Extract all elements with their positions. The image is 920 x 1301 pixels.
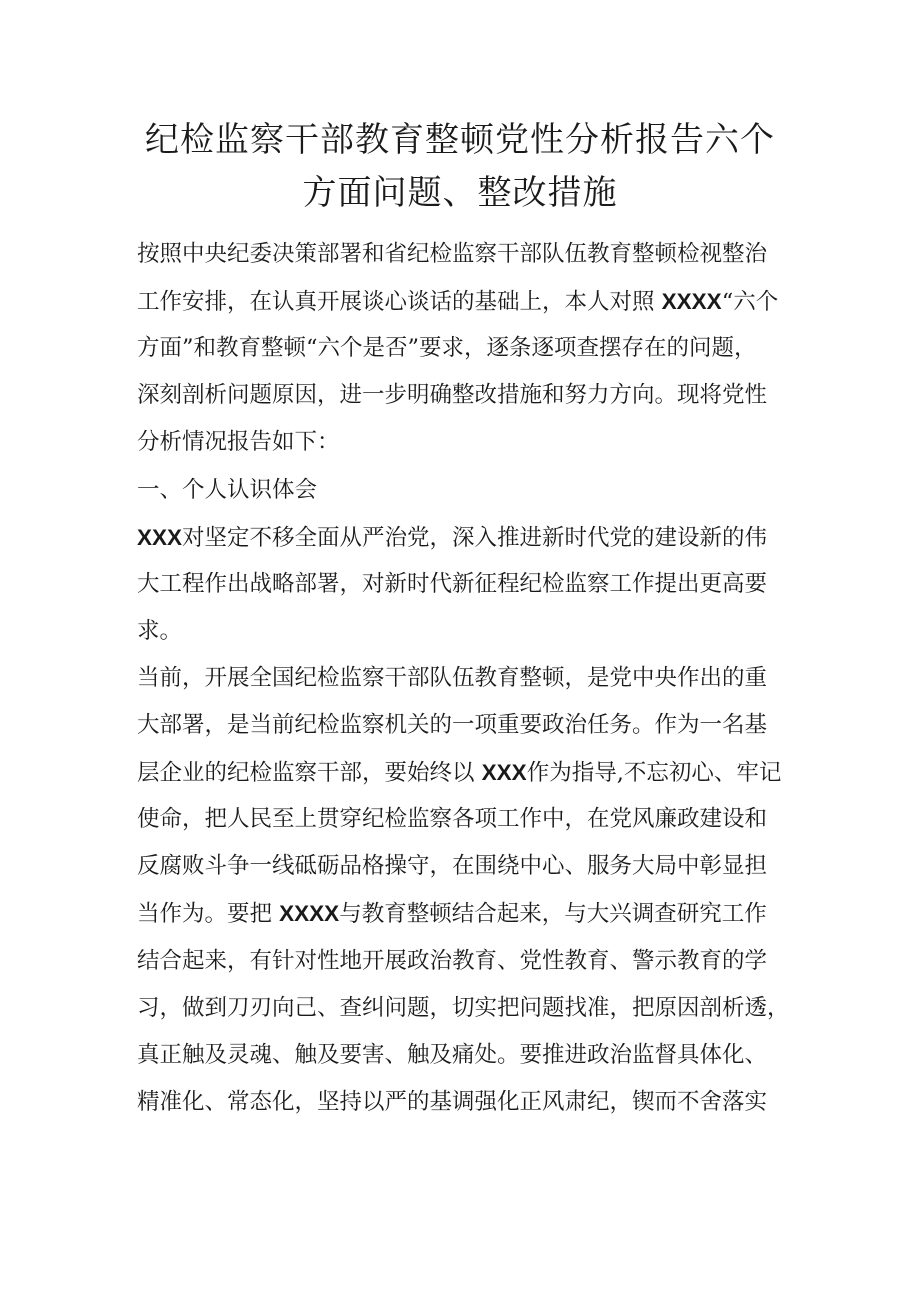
body-line [137, 891, 797, 937]
body-line [137, 939, 797, 984]
document-title-line-2: 方面问题、整改措施 [302, 173, 618, 213]
body-text: 深刻剖析问题原因，进一步明确整改措施和努力方向。现将党性 [137, 382, 768, 409]
body-line [137, 844, 797, 889]
body-text: 习，做到刀刃向己、查纠问题，切实把问题找准，把原因剖析透， [137, 994, 790, 1021]
body-text: “六个 [721, 289, 779, 316]
body-line [137, 750, 797, 796]
body-text: 对坚定不移全面从严治党，深入推进新时代党的建设新的伟 [182, 524, 768, 551]
body-text: 分析情况报告如下： [137, 429, 340, 456]
placeholder-text: XXX [137, 524, 183, 550]
body-text: 作为指导,不忘初心、牢记 [526, 760, 782, 787]
body-text: 大工程作出战略部署，对新时代新征程纪检监察工作提出更高要 [137, 570, 768, 597]
body-line [137, 656, 797, 701]
body-text: 当作为。要把 [137, 901, 280, 928]
body-text: 一、个人认识体会 [137, 476, 318, 503]
placeholder-text: XXXX [661, 289, 722, 315]
body-text: 使命，把人民至上贯穿纪检监察各项工作中，在党风廉政建设和 [137, 806, 768, 833]
body-text: 当前，开展全国纪检监察干部队伍教育整顿，是党中央作出的重 [137, 664, 768, 691]
body-line [137, 420, 797, 465]
body-line [137, 279, 797, 325]
body-text: 与教育整顿结合起来，与大兴调查研究工作 [339, 901, 767, 928]
body-line [137, 1033, 797, 1078]
body-line [137, 468, 797, 513]
body-text: 精准化、常态化，坚持以严的基调强化正风肃纪，锲而不舍落实 [137, 1088, 768, 1115]
body-text: 方面”和教育整顿“六个是否”要求，逐条逐项查摆存在的问题， [137, 335, 757, 362]
body-text: 按照中央纪委决策部署和省纪检监察干部队伍教育整顿检视整治 [137, 241, 768, 267]
body-line [137, 515, 797, 561]
body-text: 反腐败斗争一线砥砺品格操守，在围绕中心、服务大局中彰显担 [137, 853, 768, 880]
body-line [137, 373, 797, 418]
body-text: 大部署，是当前纪检监察机关的一项重要政治任务。作为一名基 [137, 712, 768, 738]
document-title-line-1: 纪检监察干部教育整顿党性分析报告六个 [145, 120, 775, 160]
body-line [137, 232, 797, 277]
body-text: 结合起来，有针对性地开展政治教育、党性教育、警示教育的学 [137, 947, 768, 974]
placeholder-text: XXX [481, 760, 527, 786]
body-line [137, 797, 797, 842]
body-line [137, 703, 797, 748]
placeholder-text: XXXX [279, 901, 340, 927]
body-line [137, 609, 797, 654]
body-line [137, 562, 797, 607]
body-text: 层企业的纪检监察干部，要始终以 [137, 760, 482, 787]
body-line [137, 326, 797, 371]
body-line [137, 986, 797, 1031]
body-text: 真正触及灵魂、触及要害、触及痛处。要推进政治监督具体化、 [137, 1041, 768, 1068]
body-text: 求。 [137, 617, 183, 644]
body-line [137, 1080, 797, 1125]
body-text: 工作安排，在认真开展谈心谈话的基础上，本人对照 [137, 289, 662, 316]
